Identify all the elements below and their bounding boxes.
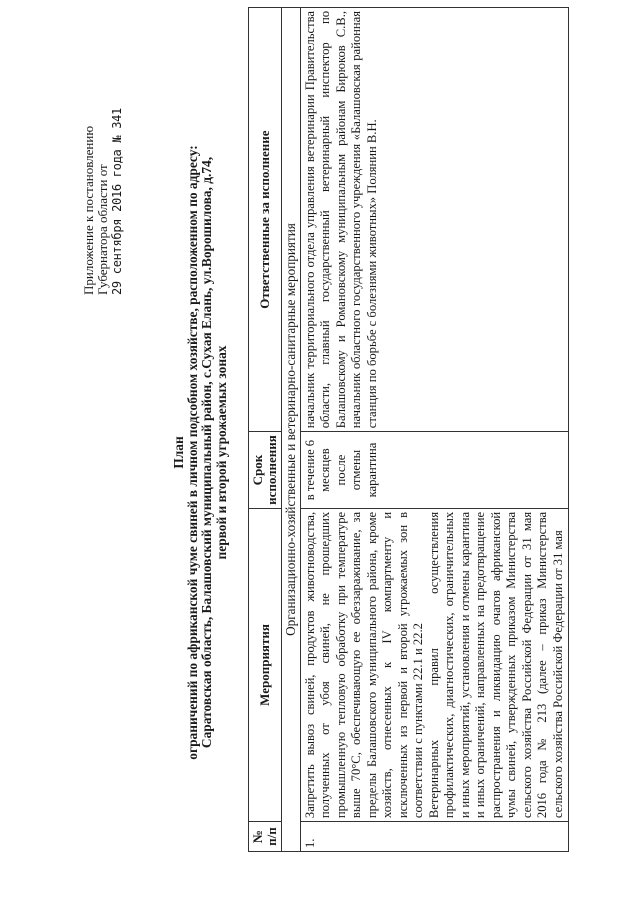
table-row xyxy=(300,8,569,852)
plan-subtitle-line-2: Саратовская область, Балашовский муниципальный район, с.Сухая Елань, ул.Ворошилова, д.74, xyxy=(199,156,215,749)
row-deadline: в течение 6 месяцев после отмены карантина xyxy=(300,432,569,509)
header-responsible: Ответственные за исполнение xyxy=(249,8,282,432)
header-measures: Мероприятия xyxy=(249,508,282,821)
plan-title: План xyxy=(171,436,186,469)
measure-paragraph-2: Ветеринарных правил осуществления профилактических, диагностических, ограничительных и иных мероприятий, установления и отмены карантина и иных ограничений, направленных на предотвращение распространения и ликвидацию очагов африканской чумы свиней, утвержденных приказом Министерства сельского хозяйства Российской Федерации от 31 мая 2016 года № 213 (далее – приказ Министерства сельского хозяйства Российской Федерации от 31 мая xyxy=(426,511,565,819)
plan-title-block xyxy=(172,0,229,905)
row-measure xyxy=(300,508,569,821)
measure-paragraph-1: Запретить вывоз свиней, продуктов животноводства, полученных от убоя свиней, не прошедших промышленную тепловую обработку при температуре выше 70°С, обеспечивающую ее обеззараживание, за пределы Балашовского муниципального района, кроме хозяйств, отнесенных к IV компартменту и исключенных из первой и второй угрожаемых зон в соответствии с пунктами 22.1 и 22.2 xyxy=(302,511,425,819)
header-deadline: Срок исполнения xyxy=(249,432,282,509)
row-responsible: начальник территориального отдела управления ветеринарии Правительства области, главный государственный ветеринарный инспектор по Балашовскому и Романовскому муниципальным районам Бирюков С.В., начальник областного государственного учреждения «Балашовская районная станция по борьбе с болезнями животных» Полянин В.Н. xyxy=(300,8,569,432)
appendix-note xyxy=(82,40,124,295)
table-header-row xyxy=(249,8,282,852)
appendix-line-1: Приложение к постановлению xyxy=(81,125,96,295)
plan-subtitle-line-3: первой и второй угрожаемых зонах xyxy=(213,345,229,560)
section-row xyxy=(282,8,301,852)
header-number: № п/п xyxy=(249,822,282,852)
plan-subtitle-line-1: ограничений по африканской чуме свиней в личном подсобном хозяйстве, расположенном по адресу: xyxy=(185,145,201,760)
measures-table xyxy=(248,7,569,852)
appendix-line-3: 29 сентября 2016 года № 341 xyxy=(110,108,124,295)
row-number: 1. xyxy=(300,822,569,852)
section-title: Организационно-хозяйственные и ветеринарно-санитарные мероприятия xyxy=(282,8,301,852)
appendix-line-2: Губернатора области от xyxy=(95,164,110,295)
